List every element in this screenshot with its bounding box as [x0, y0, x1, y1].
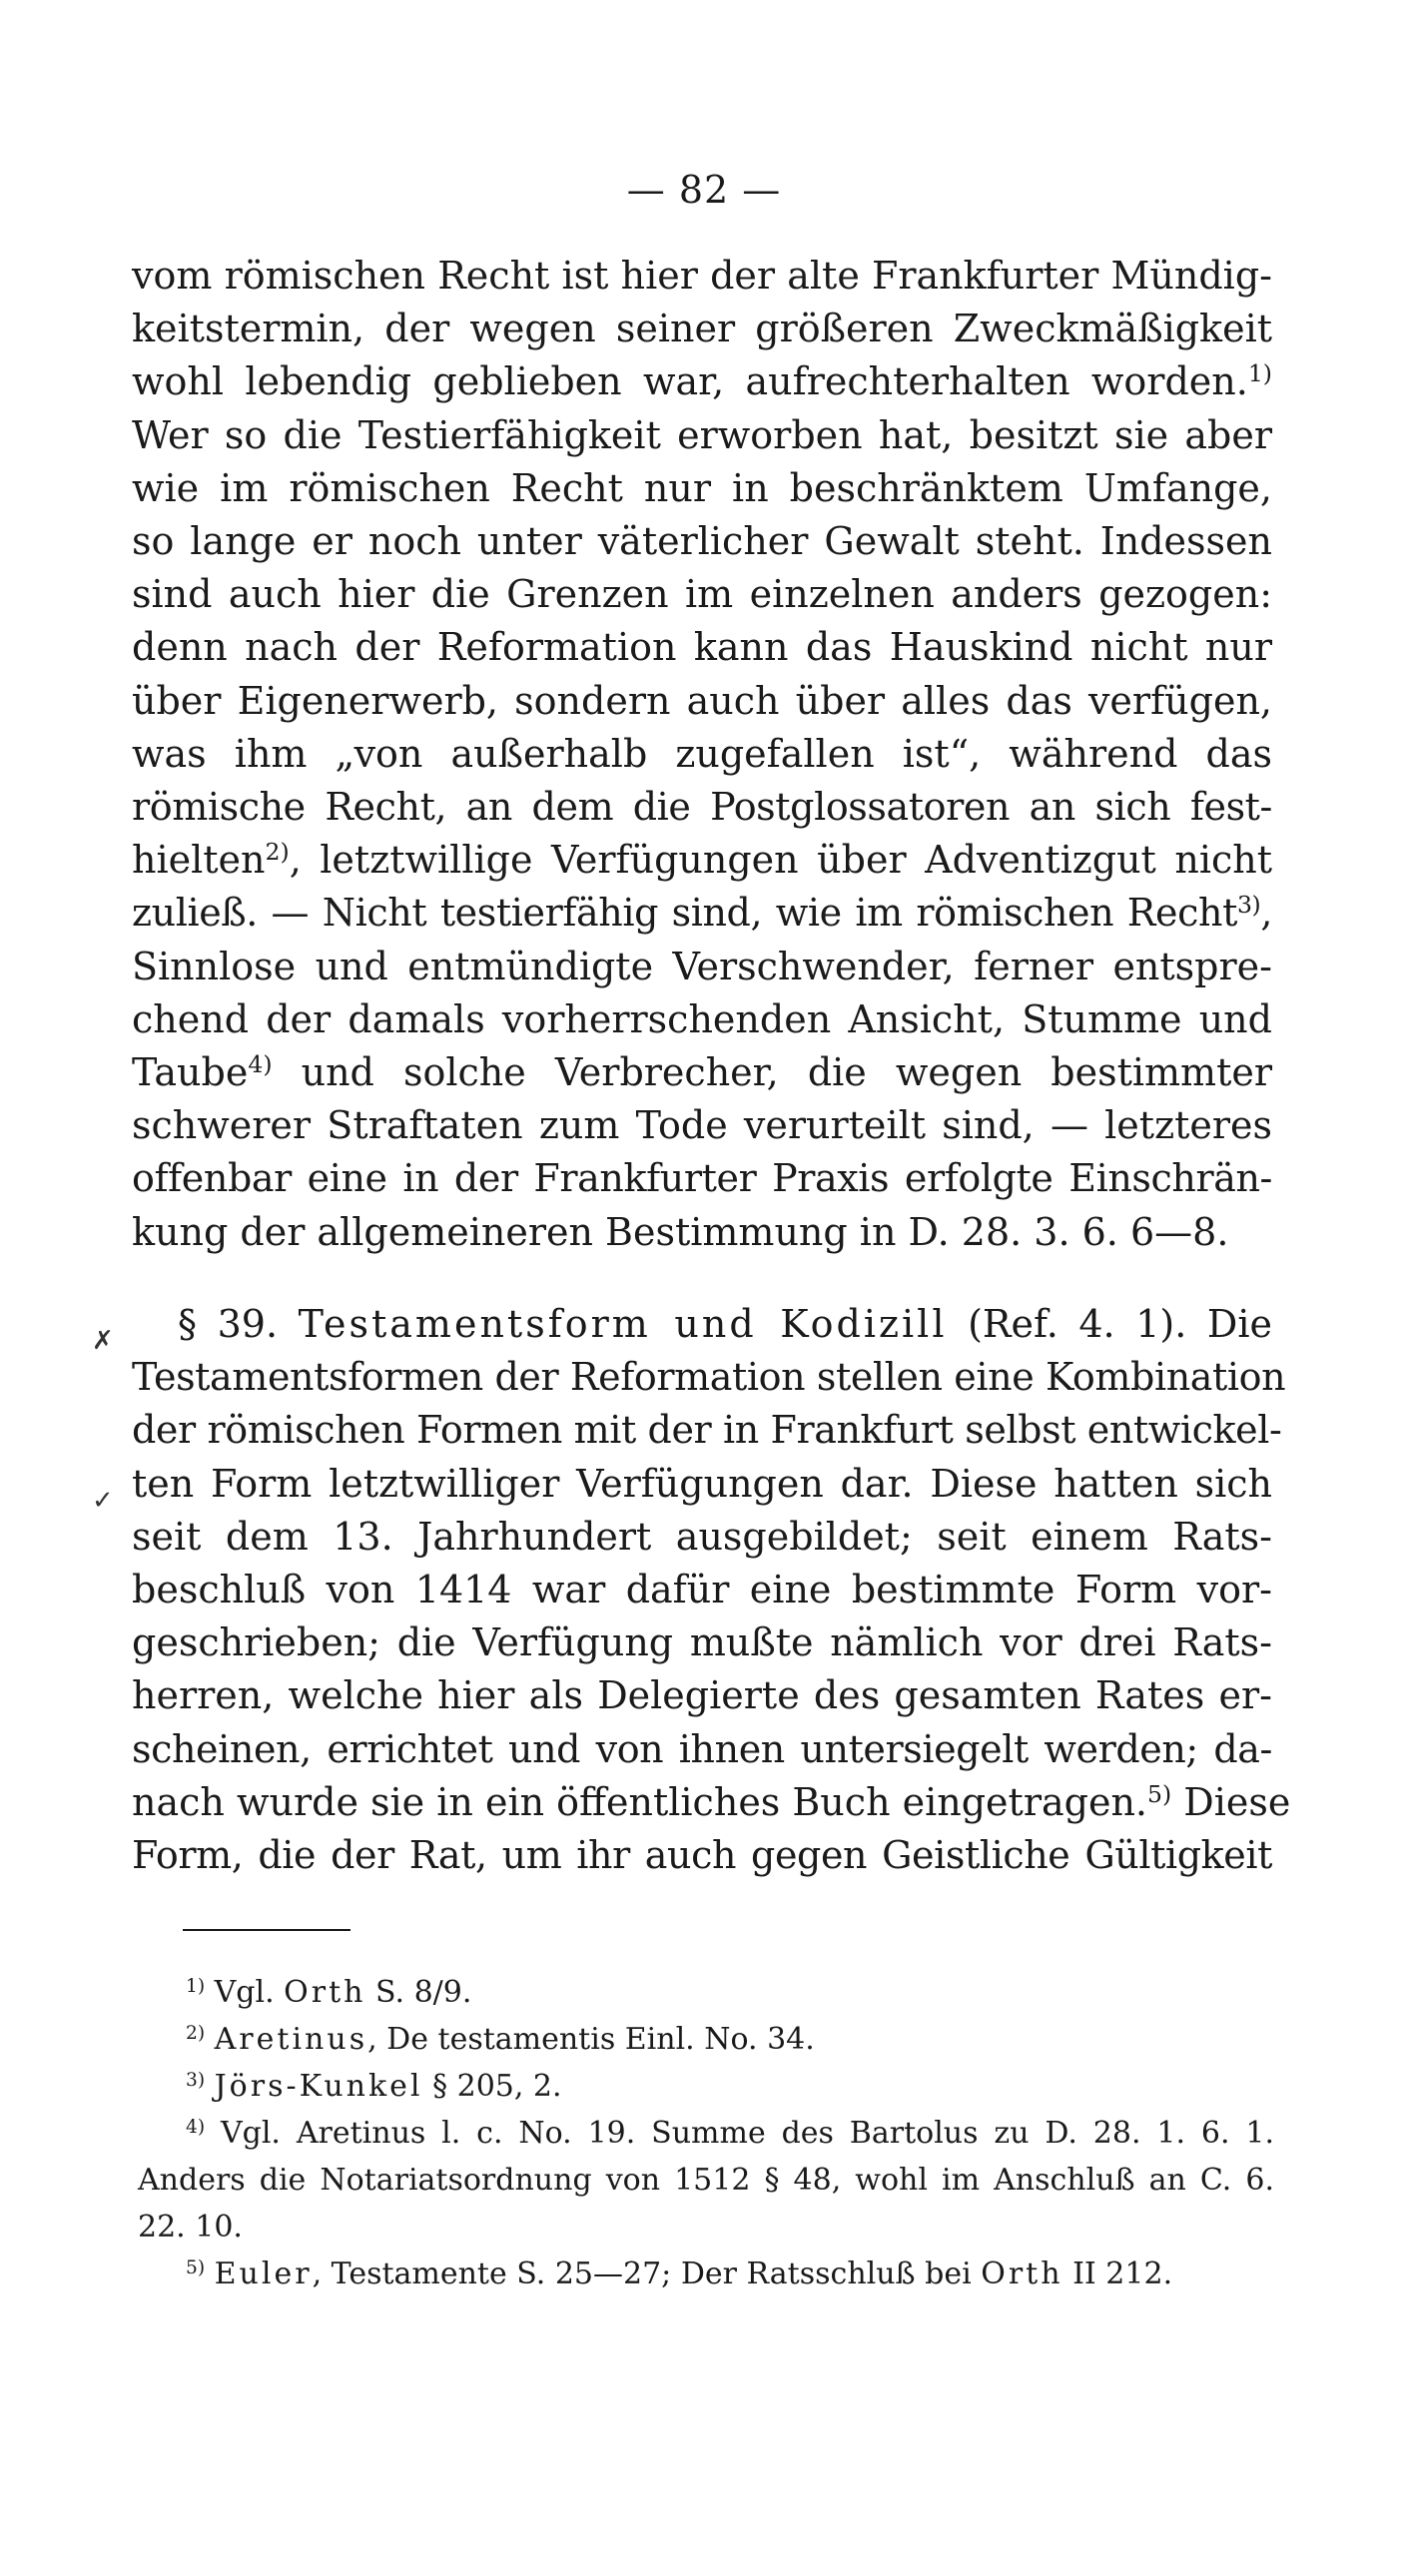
text-run: , — [1260, 891, 1272, 936]
footnote-ref: 3) — [1236, 891, 1261, 920]
text-line: wie im römischen Recht nur in beschränktem Umfange, — [132, 465, 1272, 510]
text-line: über Eigenerwerb, sondern auch über alles das verfügen, — [132, 678, 1272, 723]
text-line — [132, 1776, 1291, 1829]
text-run: Vgl. Aretinus l. c. No. 19. Summe des Bartolus zu D. 28. 1. 6. 1. — [205, 2116, 1274, 2151]
section-title: Testamentsform und Kodizill — [298, 1302, 948, 1346]
footnote-ref: 2) — [265, 838, 290, 867]
text-line — [132, 355, 1272, 408]
text-run: , letztwillige Verfügungen über Adventizgut nicht — [289, 838, 1272, 883]
text-run: Vgl. — [205, 1975, 285, 2010]
text-line: herren, welche hier als Delegierte des gesamten Rates er- — [132, 1673, 1272, 1718]
text-run: Diese — [1171, 1779, 1291, 1824]
author-name: Jörs-Kunkel — [214, 2069, 423, 2104]
footnote-ref: 1) — [1247, 359, 1272, 388]
text-run: und solche Verbrecher, die wegen bestimmter — [272, 1050, 1272, 1095]
footnote-4 — [138, 2110, 1274, 2157]
page-number: — 82 — — [626, 168, 782, 212]
author-name: Orth — [284, 1975, 366, 2010]
text-line: chend der damals vorherrschenden Ansicht, Stumme und — [132, 996, 1272, 1041]
text-run: (Ref. 4. 1). Die — [947, 1302, 1272, 1346]
text-line: Testamentsformen der Reformation stellen eine Kombination — [132, 1355, 1286, 1400]
text-run: , De testamentis Einl. No. 34. — [367, 2022, 815, 2057]
text-line: keitstermin, der wegen seiner größeren Zweckmäßigkeit — [132, 307, 1272, 351]
text-line — [132, 1046, 1272, 1099]
footnote-5 — [138, 2251, 1274, 2297]
text-line: so lange er noch unter väterlicher Gewalt steht. Indessen — [132, 519, 1272, 564]
text-line: Sinnlose und entmündigte Verschwender, ferner entspre- — [132, 944, 1272, 988]
text-line: Form, die der Rat, um ihr auch gegen Geistliche Gültigkeit — [132, 1833, 1272, 1878]
footnote-separator — [183, 1929, 351, 1931]
text-run: nach wurde sie in ein öffentliches Buch eingetragen. — [132, 1779, 1148, 1824]
text-run: II 212. — [1062, 2256, 1173, 2291]
footnotes — [138, 1969, 1274, 2297]
text-run: zuließ. — Nicht testierfähig sind, wie im römischen Recht — [132, 891, 1237, 936]
text-line: der römischen Formen mit der in Frankfurt selbst entwickel- — [132, 1408, 1282, 1453]
footnote-number: 4) — [186, 2116, 206, 2138]
text-line: seit dem 13. Jahrhundert ausgebildet; seit einem Rats- — [132, 1514, 1272, 1559]
text-run: hielten — [132, 838, 266, 883]
margin-annotation-check-mark: ✓ — [92, 1486, 114, 1516]
text-line: ten Form letztwilliger Verfügungen dar. Diese hatten sich — [132, 1461, 1272, 1506]
text-line: vom römischen Recht ist hier der alte Frankfurter Mündig- — [132, 254, 1272, 298]
text-line: schwerer Straftaten zum Tode verurteilt sind, — letzteres — [132, 1103, 1272, 1148]
text-line: kung der allgemeineren Bestimmung in D. 28. 3. 6. 6—8. — [132, 1209, 1229, 1254]
footnote-number: 2) — [186, 2022, 206, 2044]
text-line: was ihm „von außerhalb zugefallen ist“, während das — [132, 731, 1272, 776]
section-number: § 39. — [178, 1302, 279, 1346]
text-line: sind auch hier die Grenzen im einzelnen anders gezogen: — [132, 572, 1272, 617]
text-line: beschluß von 1414 war dafür eine bestimmte Form vor- — [132, 1568, 1272, 1612]
author-name: Euler — [214, 2256, 313, 2291]
footnote-number: 1) — [186, 1975, 206, 1997]
text-line: Wer so die Testierfähigkeit erworben hat, besitzt sie aber — [132, 412, 1272, 457]
text-run: § 205, 2. — [422, 2069, 562, 2104]
margin-annotation-x-mark: ✗ — [92, 1326, 114, 1356]
text-line — [132, 834, 1272, 887]
footnote-3 — [138, 2063, 1274, 2110]
footnote-ref: 5) — [1147, 1779, 1172, 1808]
text-run: , Testamente S. 25—27; Der Ratsschluß bei — [312, 2256, 982, 2291]
text-line — [132, 887, 1272, 940]
section-heading-line — [132, 1298, 1272, 1351]
section-39-paragraph — [132, 1298, 1291, 1882]
author-name: Orth — [981, 2256, 1063, 2291]
text-line: offenbar eine in der Frankfurter Praxis erfolgte Einschrän- — [132, 1156, 1272, 1201]
footnote-number: 3) — [186, 2069, 206, 2091]
footnote-2 — [138, 2016, 1274, 2063]
text-line: römische Recht, an dem die Postglossatoren an sich fest- — [132, 785, 1272, 830]
text-run: Taube — [132, 1050, 249, 1095]
author-name: Aretinus — [214, 2022, 368, 2057]
text-run: S. 8/9. — [365, 1975, 472, 2010]
footnote-4-continued: 22. 10. — [138, 2210, 243, 2245]
text-run: wohl lebendig geblieben war, aufrechterhalten worden. — [132, 359, 1248, 404]
footnote-1 — [138, 1969, 1274, 2016]
body-paragraph-continued — [132, 250, 1272, 1259]
text-line: scheinen, errichtet und von ihnen untersiegelt werden; da- — [132, 1726, 1272, 1771]
footnote-4-continued: Anders die Notariatsordnung von 1512 § 48, wohl im Anschluß an C. 6. — [138, 2163, 1274, 2198]
text-line: denn nach der Reformation kann das Hauskind nicht nur — [132, 625, 1272, 670]
text-line: geschrieben; die Verfügung mußte nämlich vor drei Rats- — [132, 1620, 1272, 1665]
footnote-ref: 4) — [248, 1050, 273, 1079]
footnote-number: 5) — [186, 2256, 206, 2278]
